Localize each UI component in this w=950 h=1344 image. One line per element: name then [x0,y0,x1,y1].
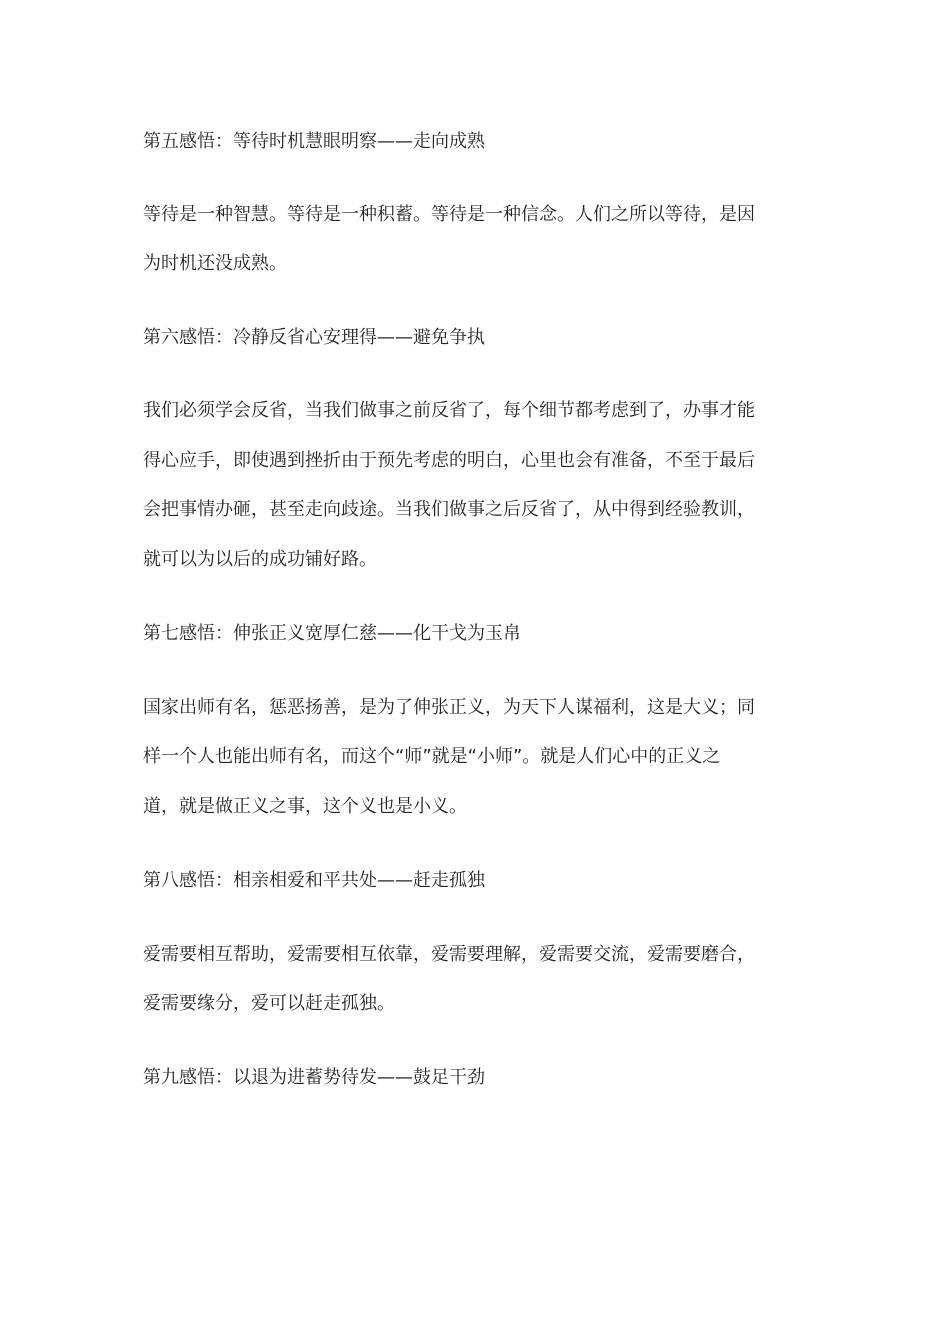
body-line: 就可以为以后的成功铺好路。 [143,549,377,570]
body-line: 爱需要相互帮助，爱需要相互依靠，爱需要理解，爱需要交流，爱需要磨合， [143,944,755,965]
body-line: 会把事情办砸，甚至走向歧途。当我们做事之后反省了，从中得到经验教训， [143,499,755,520]
section-heading-9: 第九感悟：以退为进蓄势待发——鼓足干劲 [143,1067,485,1088]
body-line: 得心应手，即使遇到挫折由于预先考虑的明白，心里也会有准备，不至于最后 [143,450,755,471]
section-heading-8: 第八感悟：相亲相爱和平共处——赶走孤独 [143,870,485,891]
section-heading-6: 第六感悟：冷静反省心安理得——避免争执 [143,327,485,348]
body-line: 为时机还没成熟。 [143,253,287,274]
body-line: 样一个人也能出师有名，而这个“师”就是“小师”。就是人们心中的正义之 [143,746,721,767]
section-heading-5: 第五感悟：等待时机慧眼明察——走向成熟 [143,131,485,152]
body-line: 道，就是做正义之事，这个义也是小义。 [143,796,467,817]
body-line: 我们必须学会反省，当我们做事之前反省了，每个细节都考虑到了，办事才能 [143,400,755,421]
body-line: 国家出师有名，惩恶扬善，是为了伸张正义，为天下人谋福利，这是大义；同 [143,697,755,718]
body-line: 爱需要缘分，爱可以赶走孤独。 [143,993,395,1014]
body-line: 等待是一种智慧。等待是一种积蓄。等待是一种信念。人们之所以等待，是因 [143,204,755,225]
section-heading-7: 第七感悟：伸张正义宽厚仁慈——化干戈为玉帛 [143,623,521,644]
